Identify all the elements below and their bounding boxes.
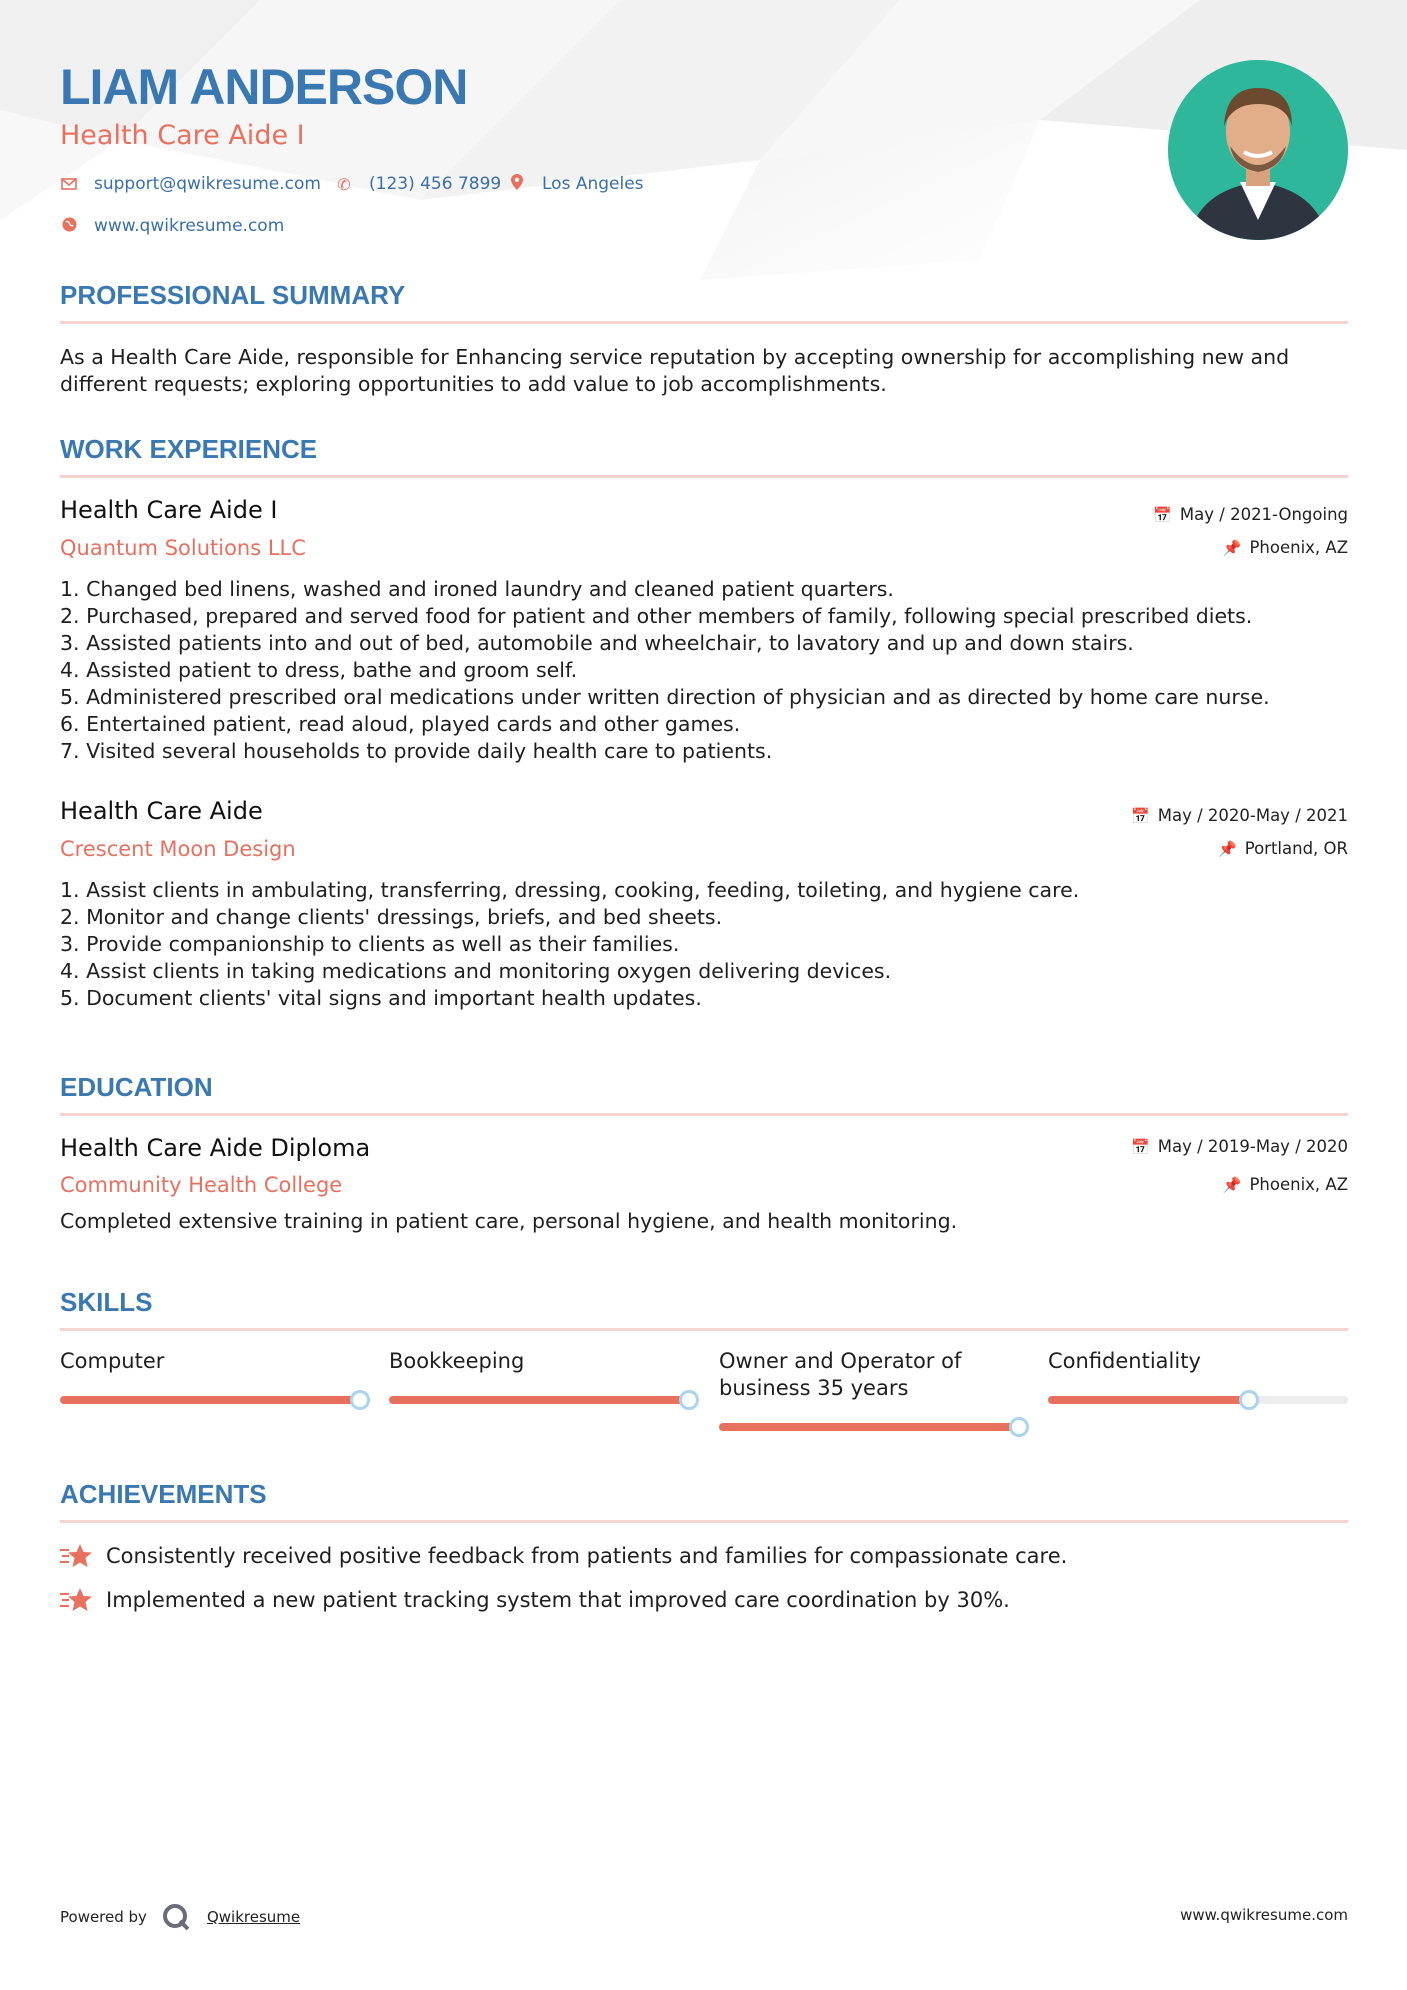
calendar-icon: 📅 [1131,806,1150,825]
section-title-education: EDUCATION [60,1072,213,1102]
list-item: 4. Assisted patient to dress, bathe and groom self. [60,658,578,682]
skill-level-fill [389,1396,689,1404]
job-location [1223,538,1348,557]
skill-name: Bookkeeping [389,1349,525,1373]
job-duties-list [60,576,1348,765]
education-location [1223,1175,1348,1194]
section-title-experience: WORK EXPERIENCE [60,434,318,464]
job-title: Health Care Aide [60,797,263,825]
section-divider [60,1113,1348,1116]
section-divider [60,321,1348,324]
phone-icon: ✆ [337,174,351,194]
phone-text[interactable]: (123) 456 7899 [369,174,502,194]
list-item: 4. Assist clients in taking medications and monitoring oxygen delivering devices. [60,959,892,983]
list-item: 1. Assist clients in ambulating, transferring, dressing, cooking, feeding, toileting, and hygiene care. [60,878,1080,902]
achievement-item [60,1542,1067,1570]
profile-photo [1168,60,1348,240]
skill-name: Computer [60,1349,165,1373]
skill-level-fill [1048,1396,1249,1404]
degree-title: Health Care Aide Diploma [60,1134,371,1162]
qwikresume-link[interactable]: Qwikresume [206,1908,301,1926]
contact-location [508,174,644,194]
education-dates [1131,1137,1348,1156]
company-name: Crescent Moon Design [60,837,296,861]
job-duties-list [60,877,1348,1012]
list-item: 3. Assisted patients into and out of bed, automobile and wheelchair, to lavatory and up and down stairs. [60,631,1134,655]
skill-level-bar [719,1423,1019,1431]
pushpin-icon: 📌 [1222,538,1242,557]
section-divider [60,1328,1348,1331]
qwikresume-logo-icon [161,1902,191,1932]
section-divider [60,475,1348,478]
section-title-skills: SKILLS [60,1287,153,1317]
skill-item [60,1348,360,1375]
job-location-text: Phoenix, AZ [1249,538,1348,557]
footer-website[interactable]: www.qwikresume.com [1180,1906,1348,1924]
job-dates [1153,505,1348,524]
summary-text: As a Health Care Aide, responsible for Enhancing service reputation by accepting ownership for accomplishing new and different requests; exploring opportunities to add value to job accomplishments. [60,345,1290,396]
location-text: Los Angeles [542,174,644,194]
job-dates-text: May / 2020-May / 2021 [1157,806,1348,825]
job-title: Health Care Aide I [60,496,278,524]
list-item: 1. Changed bed linens, washed and ironed laundry and cleaned patient quarters. [60,577,894,601]
footer-powered-by [60,1902,300,1932]
job-location-text: Portland, OR [1244,839,1348,858]
candidate-title: Health Care Aide I [60,120,305,151]
achievement-text: Implemented a new patient tracking system that improved care coordination by 30%. [106,1588,1010,1612]
powered-by-label: Powered by [60,1908,147,1926]
section-title-summary: PROFESSIONAL SUMMARY [60,280,406,310]
star-icon [60,1542,92,1570]
list-item: 5. Document clients' vital signs and important health updates. [60,986,702,1010]
skill-item [389,1348,689,1375]
pushpin-icon: 📌 [1222,1175,1242,1194]
list-item: 2. Purchased, prepared and served food for patient and other members of family, following special prescribed diets. [60,604,1253,628]
contact-email[interactable] [60,174,321,194]
section-title-achievements: ACHIEVEMENTS [60,1479,267,1509]
education-dates-text: May / 2019-May / 2020 [1157,1137,1348,1156]
skill-level-bar [1048,1396,1348,1404]
education-location-text: Phoenix, AZ [1249,1175,1348,1194]
calendar-icon: 📅 [1153,505,1172,524]
skill-name: Confidentiality [1048,1349,1201,1373]
email-text[interactable]: support@qwikresume.com [94,174,321,194]
candidate-name: LIAM ANDERSON [60,59,468,115]
list-item: 2. Monitor and change clients' dressings, briefs, and bed sheets. [60,905,723,929]
job-location [1218,839,1348,858]
pushpin-icon: 📌 [1218,839,1237,858]
skill-item [719,1348,999,1402]
job-dates-text: May / 2021-Ongoing [1179,505,1348,524]
website-text[interactable]: www.qwikresume.com [94,216,285,236]
achievement-item [60,1586,1010,1614]
list-item: 6. Entertained patient, read aloud, played cards and other games. [60,712,741,736]
skill-level-knob [1009,1417,1029,1437]
skill-level-fill [719,1423,1019,1431]
company-name: Quantum Solutions LLC [60,536,306,560]
skill-level-knob [679,1390,699,1410]
globe-icon [60,217,78,236]
list-item: 5. Administered prescribed oral medications under written direction of physician and as directed by home care nurse. [60,685,1270,709]
job-dates [1131,806,1348,825]
star-icon [60,1586,92,1614]
list-item: 3. Provide companionship to clients as well as their families. [60,932,680,956]
skill-level-fill [60,1396,360,1404]
skill-item [1048,1348,1348,1375]
skill-level-bar [389,1396,689,1404]
section-divider [60,1520,1348,1523]
achievement-text: Consistently received positive feedback from patients and families for compassionate care. [106,1544,1068,1568]
envelope-icon [60,175,78,194]
map-pin-icon [508,174,526,194]
skill-level-bar [60,1396,360,1404]
education-description: Completed extensive training in patient care, personal hygiene, and health monitoring. [60,1209,958,1233]
contact-phone[interactable] [335,174,501,194]
school-name: Community Health College [60,1173,343,1197]
list-item: 7. Visited several households to provide daily health care to patients. [60,739,773,763]
skill-name: Owner and Operator of business 35 years [719,1349,962,1400]
skill-level-knob [350,1390,370,1410]
contact-website[interactable] [60,216,284,236]
calendar-icon: 📅 [1131,1137,1150,1156]
skill-level-knob [1239,1390,1259,1410]
